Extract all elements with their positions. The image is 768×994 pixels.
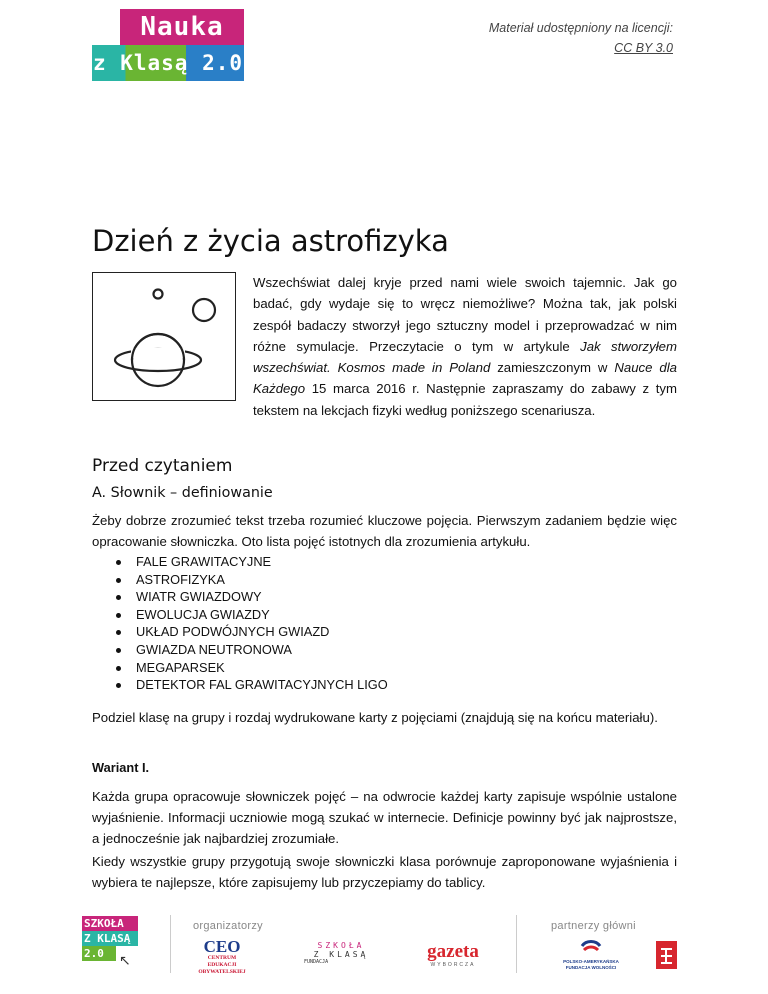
partners-label: partnerzy główni	[551, 920, 636, 932]
license-link[interactable]: CC BY 3.0	[614, 41, 673, 55]
logo-band	[92, 45, 244, 81]
list-item	[92, 623, 388, 641]
list-item	[92, 553, 388, 571]
pafw-logo-line2: FUNDACJA WOLNOŚCI	[565, 965, 617, 970]
intro-text-3: 15 marca 2016 r. Następnie zapraszamy do zabawy z tym tekstem na lekcjach fizyki według poniższego scenariusza.	[253, 381, 677, 418]
terms-list	[92, 553, 388, 694]
gazeta-logo-subtitle: WYBORCZA	[430, 962, 476, 968]
list-item	[92, 588, 388, 606]
planet-icon	[93, 273, 234, 399]
bullet-icon	[116, 578, 121, 583]
pafw-emblem-icon	[580, 938, 602, 954]
bullet-icon	[116, 630, 121, 635]
logo-text-zklasa: z Klasą 2.0	[92, 51, 244, 75]
term-text: DETEKTOR FAL GRAWITACYJNYCH LIGO	[136, 677, 388, 693]
bullet-icon	[116, 666, 121, 671]
ceo-logo-title: CEO	[203, 937, 241, 956]
szkola-logo-line3: 2.0	[82, 946, 116, 961]
bullet-icon	[116, 648, 121, 653]
intro-paragraph	[253, 272, 677, 421]
divide-paragraph: Podziel klasę na grupy i rozdaj wydrukowane karty z pojęciami (znajdują się na końcu materiału).	[92, 710, 658, 725]
term-text: WIATR GWIAZDOWY	[136, 589, 262, 605]
logo-line-1	[120, 9, 244, 45]
list-item	[92, 571, 388, 589]
license-note	[489, 18, 673, 58]
logo-text-nauka: Nauka	[120, 9, 244, 45]
red-square-logo	[656, 941, 677, 969]
divider	[516, 915, 517, 973]
list-item	[92, 659, 388, 677]
szkola-logo-line2: Z KLASĄ	[82, 931, 138, 946]
section-subheading: A. Słownik – definiowanie	[92, 485, 273, 501]
lead-paragraph: Żeby dobrze zrozumieć tekst trzeba rozumieć kluczowe pojęcia. Pierwszym zadaniem będzie więc opracowanie słowniczka. Oto lista pojęć istotnych dla zrozumienia artykułu.	[92, 513, 677, 549]
fundacja-logo-line1: SZKOŁA	[317, 941, 365, 950]
intro-text-2: zamieszczonym w	[490, 360, 615, 376]
ceo-logo	[194, 938, 250, 976]
section-heading: Przed czytaniem	[92, 456, 233, 476]
fundacja-logo-line3: FUNDACJA	[304, 959, 329, 965]
source-name: Nauce dla Każdego	[253, 360, 677, 397]
fundacja-logo-line2: Z KLASĄ	[313, 950, 369, 959]
szkola-logo-line1: SZKOŁA	[82, 916, 138, 931]
article-title: Jak stworzyłem wszechświat. Kosmos made in Poland	[253, 338, 677, 376]
planet-illustration	[92, 272, 236, 401]
fundacja-logo	[302, 941, 380, 965]
term-text: UKŁAD PODWÓJNYCH GWIAZD	[136, 624, 330, 640]
organizers-label: organizatorzy	[193, 920, 263, 932]
term-text: FALE GRAWITACYJNE	[136, 554, 272, 569]
term-text: EWOLUCJA GWIAZDY	[136, 606, 270, 622]
variant-paragraph-1: Każda grupa opracowuje słowniczek pojęć – na odwrocie każdej karty zapisuje wspólnie ustalone wyjaśnienie. Informacji uczniowie mogą szukać w internecie. Definicje powinny być jak najprostsze, a jednocześnie jak najbardziej zrozumiałe.	[92, 789, 677, 846]
list-item	[92, 641, 388, 659]
term-text: GWIAZDA NEUTRONOWA	[136, 641, 292, 657]
bullet-icon	[116, 560, 121, 565]
bullet-icon	[116, 613, 121, 618]
gazeta-logo-title: gazeta	[427, 941, 479, 962]
divider	[170, 915, 171, 973]
list-item	[92, 606, 388, 624]
ceo-logo-line1: CENTRUM EDUKACJI	[207, 955, 237, 968]
license-text: Materiał udostępniony na licencji:	[488, 21, 673, 35]
cursor-icon: ↖	[119, 952, 131, 968]
red-logo-icon	[656, 941, 677, 969]
list-item	[92, 676, 388, 694]
ceo-logo-line2: OBYWATELSKIEJ	[198, 969, 246, 975]
intro-text-1: Wszechświat dalej kryje przed nami wiele swoich tajemnic. Jak go badać, gdy wydaje się to wręcz niemożliwe? Można tak, jak polski zespół badaczy stworzył jego sztuczny model i przeprowadzać w nim różne symulacje. Przeczytacie o tym w artykule	[253, 275, 677, 354]
variant-paragraph-2: Kiedy wszystkie grupy przygotują swoje słowniczki klasa porównuje zaproponowane wyjaśnienia i wybiera te najlepsze, które zapisujemy lub przyczepiamy do tablicy.	[92, 854, 677, 890]
bullet-icon	[116, 683, 121, 688]
variant-label: Wariant I.	[92, 760, 150, 775]
logo-line-2	[92, 45, 244, 81]
pafw-logo	[561, 938, 621, 971]
gazeta-logo	[422, 942, 484, 968]
pafw-logo-line1: POLSKO-AMERYKAŃSKA	[563, 959, 619, 964]
term-text: ASTROFIZYKA	[136, 571, 225, 587]
page-title: Dzień z życia astrofizyka	[92, 224, 449, 258]
term-text: MEGAPARSEK	[136, 659, 225, 675]
bullet-icon	[116, 595, 121, 600]
